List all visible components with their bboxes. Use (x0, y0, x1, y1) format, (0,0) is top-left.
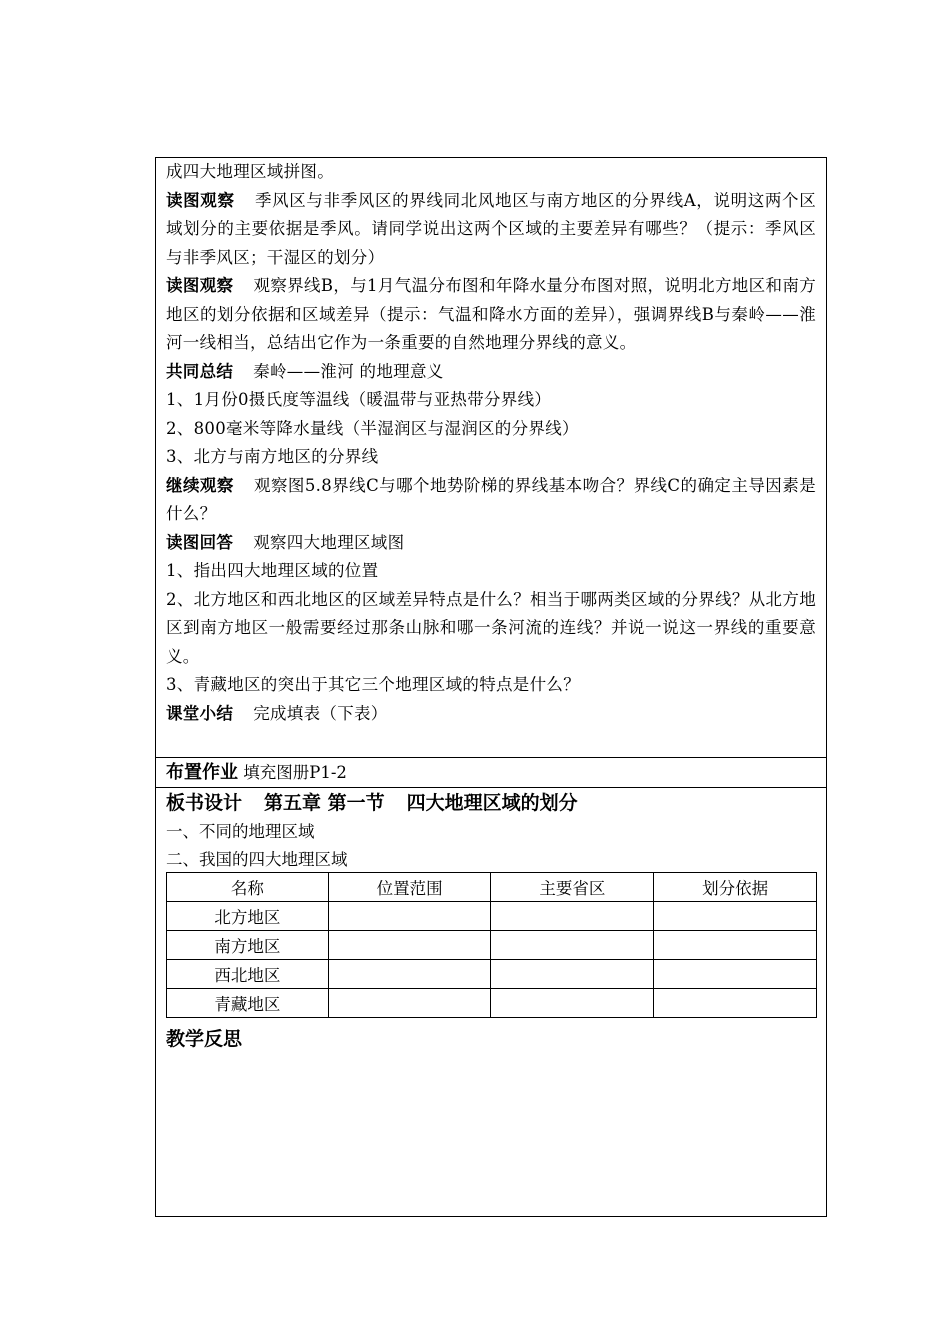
activity-text: 3、北方与南方地区的分界线 (166, 447, 379, 466)
table-row (167, 960, 817, 989)
activity-text: 完成填表（下表） (253, 703, 388, 723)
activity-paragraph (166, 529, 816, 558)
table-cell (654, 960, 817, 989)
table-header-cell: 划分依据 (654, 873, 817, 902)
activity-title: 读图观察 (166, 190, 235, 210)
activity-text: 2、北方地区和西北地区的区域差异特点是什么？相当于哪两类区域的分界线？从北方地区到南方地区一般需要经过那条山脉和哪一条河流的连线？并说一说这一界线的重要意义。 (166, 589, 816, 666)
activity-title: 继续观察 (166, 475, 234, 495)
regions-table (166, 872, 817, 1018)
activity-paragraph (166, 158, 816, 187)
table-cell: 北方地区 (167, 902, 329, 931)
activity-paragraph (166, 386, 816, 415)
activity-text: 3、青藏地区的突出于其它三个地理区域的特点是什么？ (166, 675, 580, 694)
activity-text: 1、指出四大地理区域的位置 (166, 561, 379, 580)
table-row (167, 931, 817, 960)
board-topic: 四大地理区域的划分 (406, 792, 578, 814)
activity-paragraph (166, 671, 816, 700)
activity-paragraph (166, 272, 816, 358)
lesson-plan-frame (155, 157, 827, 1217)
table-cell (654, 989, 817, 1018)
table-cell: 南方地区 (167, 931, 329, 960)
activity-section (156, 158, 826, 758)
table-cell: 西北地区 (167, 960, 329, 989)
table-cell (328, 902, 491, 931)
activity-paragraph (166, 586, 816, 672)
table-header-cell: 主要省区 (491, 873, 654, 902)
table-cell (328, 960, 491, 989)
board-line: 一、不同的地理区域 (166, 822, 315, 841)
activity-title: 共同总结 (166, 361, 234, 381)
board-heading (156, 788, 826, 818)
board-chapter: 第五章 第一节 (264, 792, 385, 814)
activity-paragraph (166, 472, 816, 529)
activity-paragraph (166, 415, 816, 444)
activity-text: 成四大地理区域拼图。 (166, 162, 334, 181)
activity-paragraph (166, 358, 816, 387)
table-cell (654, 902, 817, 931)
table-cell: 青藏地区 (167, 989, 329, 1018)
activity-text: 观察界线B，与1月气温分布图和年降水量分布图对照，说明北方地区和南方地区的划分依据和区域差异（提示：气温和降水方面的差异），强调界线B与秦岭——淮河一线相当，总结出它作为一条重要的自然地理分界线的意义。 (166, 276, 817, 352)
board-title: 板书设计 (166, 792, 243, 814)
table-cell (328, 989, 491, 1018)
table-cell (654, 931, 817, 960)
table-row (167, 989, 817, 1018)
board-line: 二、我国的四大地理区域 (166, 850, 348, 869)
table-cell (328, 931, 491, 960)
table-cell (491, 989, 654, 1018)
table-cell (491, 931, 654, 960)
activity-text: 观察四大地理区域图 (253, 532, 405, 552)
activity-text: 2、800毫米等降水量线（半湿润区与湿润区的分界线） (166, 418, 579, 438)
table-cell (491, 960, 654, 989)
activity-text: 1、1月份0摄氏度等温线（暖温带与亚热带分界线） (166, 390, 552, 409)
homework-row (156, 758, 826, 788)
activity-title: 读图回答 (166, 532, 234, 552)
table-header-row (167, 873, 817, 902)
table-cell (491, 902, 654, 931)
homework-title: 布置作业 (166, 762, 238, 783)
reflection-title: 教学反思 (166, 1028, 243, 1050)
table-row (167, 902, 817, 931)
activity-text: 秦岭——淮河 的地理意义 (253, 361, 444, 381)
activity-paragraph (166, 557, 816, 586)
activity-title: 读图观察 (166, 276, 234, 295)
board-design-section (156, 788, 826, 1216)
activity-text: 季风区与非季风区的界线同北风地区与南方地区的分界线A，说明这两个区域划分的主要依据是季风。请同学说出这两个区域的主要差异有哪些？（提示：季风区与非季风区；干湿区的划分） (166, 190, 816, 267)
homework-text: 填充图册P1-2 (243, 763, 347, 782)
activity-paragraph (166, 443, 816, 472)
activity-title: 课堂小结 (166, 703, 234, 723)
activity-paragraph (166, 187, 816, 273)
table-header-cell: 位置范围 (328, 873, 491, 902)
activity-paragraph (166, 700, 816, 729)
homework-section (156, 758, 826, 788)
activity-text: 观察图5.8界线C与哪个地势阶梯的界线基本吻合？界线C的确定主导因素是什么？ (166, 475, 816, 523)
table-header-cell: 名称 (167, 873, 329, 902)
